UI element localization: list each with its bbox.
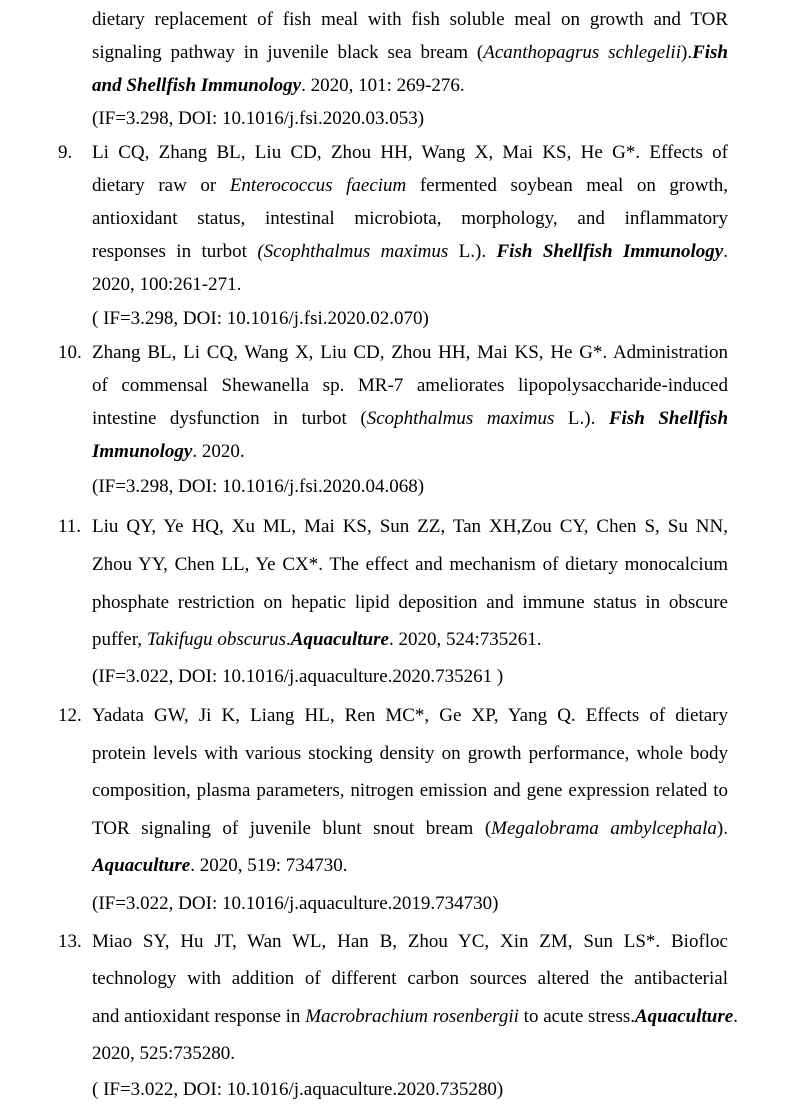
entry-0-line-2: signaling pathway in juvenile black sea bream (Acanthopagrus schlegelii).Fish [92,42,728,63]
entry-12-number: 12. [58,705,82,726]
entry-9-line-1: Li CQ, Zhang BL, Liu CD, Zhou HH, Wang X, Mai KS, He G*. Effects of [92,142,728,163]
entry-0-meta: (IF=3.298, DOI: 10.1016/j.fsi.2020.03.053) [92,108,425,129]
entry-12-meta: (IF=3.022, DOI: 10.1016/j.aquaculture.2019.734730) [92,893,499,914]
entry-11-line-4: puffer, Takifugu obscurus.Aquaculture. 2020, 524:735261. [92,629,542,650]
entry-12-line-2: protein levels with various stocking density on growth performance, whole body [92,743,728,764]
entry-13-number: 13. [58,931,82,952]
entry-11-line-2: Zhou YY, Chen LL, Ye CX*. The effect and mechanism of dietary monocalcium [92,554,728,575]
entry-10-line-3: intestine dysfunction in turbot (Scophthalmus maximus L.). Fish Shellfish [92,408,729,429]
entry-10-number: 10. [58,342,82,363]
entry-12-line-5: Aquaculture. 2020, 519: 734730. [92,855,348,876]
entry-13-line-3: and antioxidant response in Macrobrachium rosenbergii to acute stress.Aquaculture. [92,1006,738,1027]
entry-10-meta: (IF=3.298, DOI: 10.1016/j.fsi.2020.04.068) [92,476,425,497]
entry-9-meta: ( IF=3.298, DOI: 10.1016/j.fsi.2020.02.070) [92,308,429,329]
entry-13-line-2: technology with addition of different carbon sources altered the antibacterial [92,968,728,989]
entry-10-line-1: Zhang BL, Li CQ, Wang X, Liu CD, Zhou HH, Mai KS, He G*. Administration [92,342,728,363]
entry-11-meta: (IF=3.022, DOI: 10.1016/j.aquaculture.2020.735261 ) [92,666,504,687]
entry-12-line-4: TOR signaling of juvenile blunt snout bream (Megalobrama ambylcephala). [92,818,728,839]
entry-13-line-1: Miao SY, Hu JT, Wan WL, Han B, Zhou YC, Xin ZM, Sun LS*. Biofloc [92,931,728,952]
entry-0-line-1: dietary replacement of fish meal with fish soluble meal on growth and TOR [92,9,728,30]
entry-12-line-3: composition, plasma parameters, nitrogen emission and gene expression related to [92,780,728,801]
entry-13-meta: ( IF=3.022, DOI: 10.1016/j.aquaculture.2020.735280) [92,1079,504,1100]
entry-11-number: 11. [58,516,82,537]
entry-0-line-3: and Shellfish Immunology. 2020, 101: 269-276. [92,75,465,96]
entry-9-line-5: 2020, 100:261-271. [92,274,242,295]
entry-9-line-3: antioxidant status, intestinal microbiota, morphology, and inflammatory [92,208,728,229]
entry-9-number: 9. [58,142,73,163]
entry-11-line-3: phosphate restriction on hepatic lipid deposition and immune status in obscure [92,592,728,613]
entry-9-line-2: dietary raw or Enterococcus faecium fermented soybean meal on growth, [92,175,728,196]
entry-13-line-4: 2020, 525:735280. [92,1043,236,1064]
entry-10-line-2: of commensal Shewanella sp. MR-7 ameliorates lipopolysaccharide-induced [92,375,728,396]
entry-9-line-4: responses in turbot (Scophthalmus maximus L.). Fish Shellfish Immunology. [92,241,728,262]
entry-11-line-1: Liu QY, Ye HQ, Xu ML, Mai KS, Sun ZZ, Tan XH,Zou CY, Chen S, Su NN, [92,516,728,537]
entry-10-line-4: Immunology. 2020. [92,441,245,462]
entry-12-line-1: Yadata GW, Ji K, Liang HL, Ren MC*, Ge XP, Yang Q. Effects of dietary [92,705,728,726]
